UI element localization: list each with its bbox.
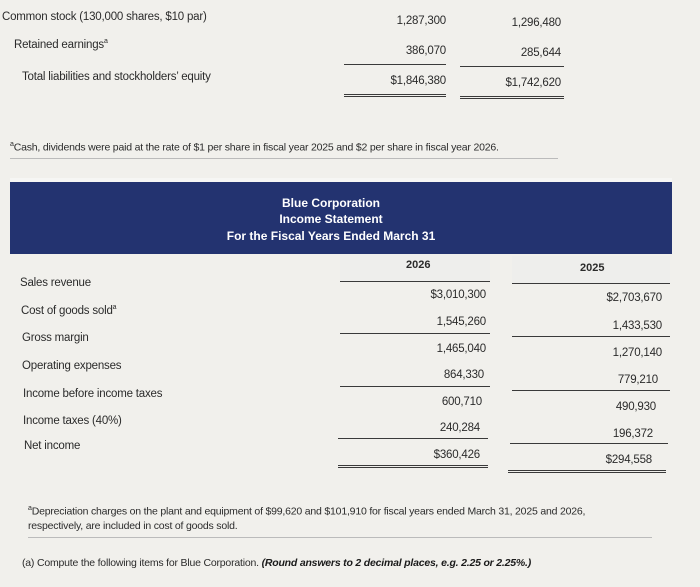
bs-retained-earnings-2025: 285,644 (520, 47, 561, 59)
is-operating-expenses-2025: 779,210 (617, 374, 658, 386)
header-rule-2025 (512, 283, 670, 284)
bs-common-stock-2025: 1,296,480 (511, 17, 561, 29)
section-divider (10, 158, 558, 159)
statement-period: For the Fiscal Years Ended March 31 (226, 229, 436, 243)
is-operating-expenses-2026: 864,330 (443, 369, 484, 381)
footnote-marker: a (10, 141, 14, 148)
is-gross-margin-2026: 1,465,040 (436, 343, 486, 355)
is-label-cogs (21, 304, 116, 317)
gross-margin-rule-2026 (340, 333, 490, 334)
bs-label-common-stock: Common stock (130,000 shares, $10 par) (2, 11, 207, 23)
is-label-income-before-taxes: Income before income taxes (23, 388, 163, 400)
header-top-strip (10, 178, 672, 182)
is-gross-margin-2025: 1,270,140 (612, 347, 662, 359)
is-cogs-2025: 1,433,530 (612, 320, 662, 332)
gross-margin-rule-2025 (512, 336, 670, 337)
net-income-double-rule-2025 (508, 470, 666, 473)
question-prompt (22, 557, 531, 569)
year-2026: 2026 (406, 259, 431, 271)
footnote-marker: a (28, 505, 32, 512)
footnote-marker: a (112, 304, 117, 311)
bs-total-2026: $1,846,380 (390, 75, 446, 87)
header-rule-2026 (340, 281, 490, 282)
is-income-taxes-2025: 196,372 (612, 428, 653, 440)
footnote-divider (28, 537, 652, 538)
column-header-2025 (512, 256, 670, 284)
bs-footnote-text: Cash, dividends were paid at the rate of $1 per share in fiscal year 2025 and $2 per share in fiscal year 2026. (13, 141, 499, 154)
is-sales-revenue-2026: $3,010,300 (430, 289, 486, 301)
income-before-tax-rule-2025 (512, 390, 670, 391)
is-footnote-text: Depreciation charges on the plant and equipment of $99,620 and $101,910 for fiscal years ended March 31, 2025 and 2026, respectively, are included in cost of goods sold. (28, 505, 586, 532)
is-sales-revenue-2025: $2,703,670 (606, 292, 662, 304)
question-instruction: (Round answers to 2 decimal places, e.g. 2.25 or 2.25%.) (261, 557, 532, 569)
is-label-sales-revenue: Sales revenue (20, 277, 91, 289)
statement-title: Income Statement (279, 212, 383, 226)
footnote-marker: a (103, 38, 108, 45)
income-statement-header (10, 178, 672, 254)
bs-label-retained-earnings (14, 38, 108, 51)
bs-retained-earnings-text: Retained earnings (14, 38, 104, 51)
bs-subtotal-rule-2026 (344, 64, 446, 65)
is-footnote (28, 502, 628, 533)
column-header-2026 (340, 254, 490, 282)
is-label-income-taxes: Income taxes (40%) (23, 415, 122, 427)
bs-subtotal-rule-2025 (460, 66, 564, 67)
net-income-rule-2026 (338, 438, 488, 439)
is-income-taxes-2026: 240,284 (439, 422, 480, 434)
is-income-before-taxes-2025: 490,930 (615, 401, 656, 413)
bs-common-stock-2026: 1,287,300 (396, 15, 446, 27)
income-before-tax-rule-2026 (340, 386, 490, 387)
is-cogs-text: Cost of goods sold (21, 304, 113, 317)
bs-label-total: Total liabilities and stockholders’ equity (22, 71, 211, 83)
is-label-net-income: Net income (24, 440, 81, 452)
bs-retained-earnings-2026: 386,070 (405, 45, 446, 57)
net-income-rule-2025 (510, 443, 668, 444)
is-label-operating-expenses: Operating expenses (22, 360, 122, 372)
question-part: (a) Compute the following items for Blue Corporation. (22, 557, 259, 569)
is-net-income-2026: $360,426 (433, 449, 480, 461)
bs-total-double-rule-2025 (460, 96, 564, 99)
is-net-income-2025: $294,558 (605, 454, 652, 466)
net-income-double-rule-2026 (338, 465, 488, 468)
bs-total-double-rule-2026 (344, 94, 446, 97)
company-name: Blue Corporation (282, 196, 380, 210)
is-income-before-taxes-2026: 600,710 (441, 396, 482, 408)
year-2025: 2025 (580, 262, 605, 274)
bs-total-2025: $1,742,620 (505, 77, 561, 89)
is-cogs-2026: 1,545,260 (436, 316, 486, 328)
bs-footnote (10, 138, 499, 155)
is-label-gross-margin: Gross margin (22, 332, 89, 344)
